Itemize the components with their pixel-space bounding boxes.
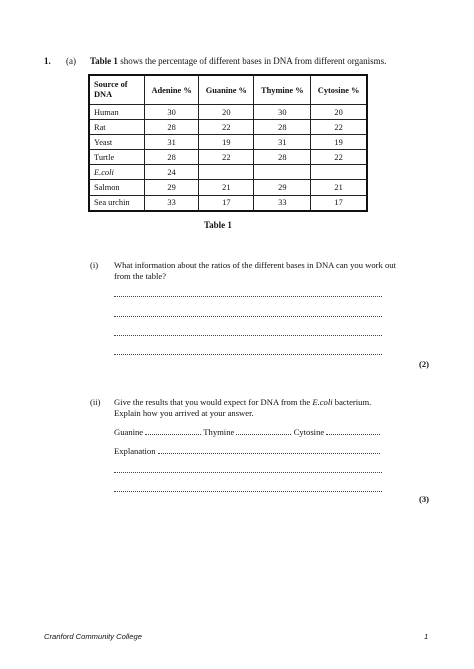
table-row [89, 150, 367, 165]
percentage-cell: 33 [145, 195, 199, 211]
header-guanine: Guanine % [199, 75, 254, 105]
question-intro [90, 56, 386, 66]
answer-line[interactable] [114, 491, 382, 492]
header-adenine: Adenine % [145, 75, 199, 105]
percentage-cell: 20 [199, 105, 254, 120]
percentage-cell: 33 [254, 195, 311, 211]
percentage-cell: 20 [311, 105, 367, 120]
percentage-cell: 17 [311, 195, 367, 211]
part-ii-text-1: Give the results that you would expect for DNA from the [114, 397, 313, 407]
cytosine-answer-field[interactable] [326, 427, 380, 435]
footer-college: Cranford Community College [44, 632, 142, 641]
part-ii-marks: (3) [419, 494, 430, 504]
part-i-label: (i) [90, 260, 99, 270]
percentage-cell: 22 [199, 150, 254, 165]
percentage-cell: 21 [199, 180, 254, 195]
cytosine-label: Cytosine [293, 427, 325, 437]
footer-page-number: 1 [424, 632, 429, 641]
percentage-cell: 28 [254, 120, 311, 135]
answer-line[interactable] [114, 316, 382, 317]
thymine-answer-field[interactable] [236, 427, 291, 435]
percentage-cell: 30 [145, 105, 199, 120]
explanation-row [114, 446, 380, 456]
answer-line[interactable] [114, 354, 382, 355]
percentage-cell: 22 [311, 120, 367, 135]
percentage-cell: 29 [254, 180, 311, 195]
guanine-label: Guanine [114, 427, 144, 437]
organism-cell: E.coli [89, 165, 145, 180]
percentage-cell: 22 [199, 120, 254, 135]
header-cytosine: Cytosine % [311, 75, 367, 105]
part-ii-question [114, 397, 384, 419]
percentage-cell: 28 [145, 150, 199, 165]
percentage-cell: 30 [254, 105, 311, 120]
table-body [89, 105, 367, 211]
organism-cell: Rat [89, 120, 145, 135]
header-thymine: Thymine % [254, 75, 311, 105]
part-ii-label: (ii) [90, 397, 101, 407]
answer-line[interactable] [114, 472, 382, 473]
organism-cell: Sea urchin [89, 195, 145, 211]
organism-cell: Human [89, 105, 145, 120]
table-header-row [89, 75, 367, 105]
part-ii-text-2: bacterium. Explain how you arrived at your answer. [114, 397, 372, 418]
percentage-cell: 29 [145, 180, 199, 195]
thymine-label: Thymine [203, 427, 235, 437]
percentage-cell [254, 165, 311, 180]
intro-text: shows the percentage of different bases in DNA from different organisms. [117, 56, 387, 66]
explanation-label: Explanation [114, 446, 156, 456]
header-source: Source of DNA [89, 75, 145, 105]
part-ii-organism: E.coli [312, 397, 333, 407]
percentage-cell [199, 165, 254, 180]
answer-line[interactable] [114, 296, 382, 297]
table-row [89, 135, 367, 150]
percentage-cell: 31 [254, 135, 311, 150]
percentage-cell [311, 165, 367, 180]
organism-cell: Salmon [89, 180, 145, 195]
percentage-cell: 21 [311, 180, 367, 195]
question-number: 1. [44, 56, 51, 66]
percentage-cell: 28 [145, 120, 199, 135]
question-part-label: (a) [66, 56, 76, 66]
organism-cell: Turtle [89, 150, 145, 165]
table-row [89, 165, 367, 180]
answer-line[interactable] [114, 335, 382, 336]
percentage-cell: 19 [199, 135, 254, 150]
percentage-cell: 31 [145, 135, 199, 150]
percentage-cell: 17 [199, 195, 254, 211]
table-row [89, 180, 367, 195]
explanation-answer-field[interactable] [158, 446, 380, 454]
intro-table-ref: Table 1 [90, 56, 118, 66]
guanine-answer-field[interactable] [145, 427, 201, 435]
dna-bases-table [88, 74, 368, 212]
percentage-cell: 22 [311, 150, 367, 165]
base-answer-row [114, 427, 380, 437]
table-row [89, 105, 367, 120]
percentage-cell: 19 [311, 135, 367, 150]
organism-cell: Yeast [89, 135, 145, 150]
table-caption: Table 1 [204, 220, 232, 230]
part-i-question: What information about the ratios of the different bases in DNA can you work out from the table? [114, 260, 396, 281]
part-i-marks: (2) [419, 359, 430, 369]
percentage-cell: 24 [145, 165, 199, 180]
table-row [89, 120, 367, 135]
percentage-cell: 28 [254, 150, 311, 165]
table-row [89, 195, 367, 211]
